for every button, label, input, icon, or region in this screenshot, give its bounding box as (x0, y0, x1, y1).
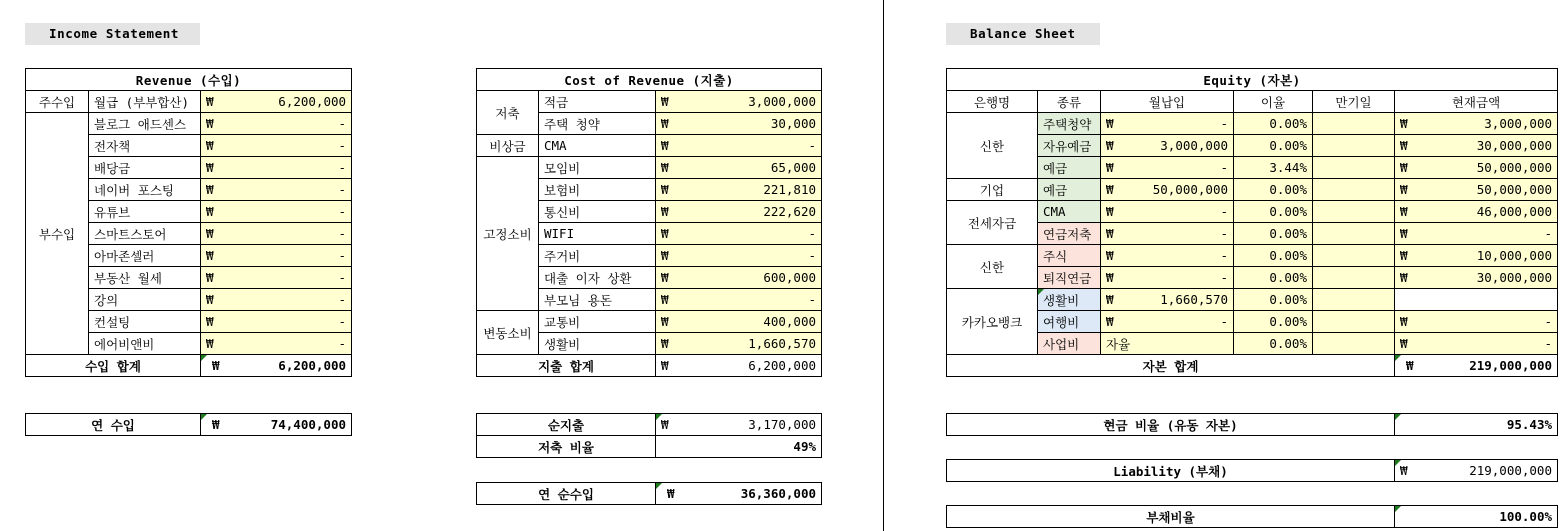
cost-group-label: 변동소비 (477, 311, 539, 355)
won-sign: ₩ (1400, 204, 1408, 219)
won-sign: ₩ (661, 138, 669, 153)
monthly-payment[interactable]: 자율 (1101, 333, 1234, 355)
cost-item: CMA (539, 135, 656, 157)
sub-income-item: 에어비앤비 (89, 333, 201, 355)
sub-income-amount-value: - (338, 138, 347, 153)
current-amount-value: 50,000,000 (1476, 160, 1553, 175)
monthly-payment-value: - (1220, 226, 1228, 241)
maturity-date[interactable] (1313, 179, 1395, 201)
cost-amount[interactable] (656, 223, 822, 245)
sub-income-amount-value: - (338, 160, 347, 175)
monthly-payment[interactable] (1101, 311, 1234, 333)
cost-item: 모임비 (539, 157, 656, 179)
annual-net-income-table (476, 482, 822, 505)
monthly-payment[interactable] (1101, 157, 1234, 179)
cost-total-cell[interactable] (656, 355, 822, 377)
won-sign: ₩ (661, 314, 669, 329)
maturity-date[interactable] (1313, 135, 1395, 157)
current-amount[interactable] (1395, 113, 1558, 135)
won-sign: ₩ (206, 160, 214, 175)
interest-rate[interactable]: 0.00% (1234, 289, 1313, 311)
current-amount-value: - (1544, 336, 1553, 351)
sub-income-amount[interactable] (201, 333, 352, 355)
current-amount[interactable] (1395, 223, 1558, 245)
sub-income-amount[interactable] (201, 157, 352, 179)
cost-amount[interactable] (656, 179, 822, 201)
cost-total-label: 지출 합계 (477, 355, 656, 377)
current-amount[interactable] (1395, 201, 1558, 223)
equity-row (947, 311, 1558, 333)
sub-income-item: 부동산 월세 (89, 267, 201, 289)
maturity-date[interactable] (1313, 157, 1395, 179)
cost-amount[interactable] (656, 91, 822, 113)
won-sign: ₩ (1106, 270, 1114, 285)
account-type[interactable]: CMA (1038, 201, 1101, 223)
sub-income-amount-value: - (338, 292, 347, 307)
cash-ratio-value[interactable]: 95.43% (1395, 414, 1558, 436)
cost-group-label: 저축 (477, 91, 539, 135)
cost-amount[interactable] (656, 333, 822, 355)
won-sign: ₩ (206, 138, 214, 153)
monthly-payment[interactable] (1101, 113, 1234, 135)
col-bank: 은행명 (947, 91, 1038, 113)
interest-rate[interactable]: 0.00% (1234, 113, 1313, 135)
main-income-value: 6,200,000 (278, 94, 347, 109)
won-sign: ₩ (1400, 463, 1408, 478)
sub-income-amount[interactable] (201, 179, 352, 201)
won-sign: ₩ (1400, 138, 1408, 153)
monthly-payment[interactable] (1101, 289, 1234, 311)
revenue-header: Revenue (수입) (26, 69, 352, 91)
current-amount[interactable] (1395, 267, 1558, 289)
won-sign: ₩ (1106, 182, 1114, 197)
sub-income-amount[interactable] (201, 135, 352, 157)
current-amount[interactable] (1395, 245, 1558, 267)
monthly-payment[interactable] (1101, 201, 1234, 223)
equity-column-headers (947, 91, 1558, 113)
annual-income-value: 74,400,000 (270, 417, 346, 432)
cost-amount-value: 400,000 (763, 314, 817, 329)
annual-net-income-label: 연 순수입 (477, 483, 656, 505)
cash-ratio-table (946, 413, 1558, 436)
account-type[interactable]: 예금 (1038, 179, 1101, 201)
equity-row (947, 333, 1558, 355)
cost-of-revenue-table (476, 68, 822, 377)
equity-row (947, 135, 1558, 157)
won-sign: ₩ (1400, 226, 1408, 241)
cost-amount[interactable] (656, 201, 822, 223)
cost-amount[interactable] (656, 311, 822, 333)
revenue-total-label: 수입 합계 (26, 355, 201, 377)
savings-rate-value[interactable]: 49% (656, 436, 822, 458)
net-expense-label: 순지출 (477, 414, 656, 436)
maturity-date[interactable] (1313, 223, 1395, 245)
current-amount[interactable] (1395, 333, 1558, 355)
cost-amount[interactable] (656, 289, 822, 311)
won-sign: ₩ (206, 226, 214, 241)
cost-total-value: 6,200,000 (748, 358, 817, 373)
account-type[interactable]: 퇴직연금 (1038, 267, 1101, 289)
sub-income-item: 블로그 애드센스 (89, 113, 201, 135)
bank-name: 전세자금 (947, 201, 1038, 245)
won-sign: ₩ (206, 336, 214, 351)
cost-group-label: 비상금 (477, 135, 539, 157)
won-sign: ₩ (661, 94, 669, 109)
cost-item: 적금 (539, 91, 656, 113)
won-sign: ₩ (661, 336, 669, 351)
cost-item: 대출 이자 상환 (539, 267, 656, 289)
equity-row (947, 113, 1558, 135)
equity-row (947, 223, 1558, 245)
cost-item: 보험비 (539, 179, 656, 201)
cost-amount[interactable] (656, 267, 822, 289)
current-amount-value: 46,000,000 (1476, 204, 1553, 219)
won-sign: ₩ (661, 417, 669, 432)
monthly-payment-value: 1,660,570 (1160, 292, 1228, 307)
won-sign: ₩ (206, 270, 214, 285)
won-sign: ₩ (661, 270, 669, 285)
monthly-payment-value: - (1220, 314, 1228, 329)
revenue-total-cell[interactable] (201, 355, 352, 377)
col-rate: 이율 (1234, 91, 1313, 113)
net-expense-table (476, 413, 822, 458)
won-sign: ₩ (1106, 314, 1114, 329)
won-sign: ₩ (1400, 116, 1408, 131)
account-type[interactable]: 사업비 (1038, 333, 1101, 355)
cost-amount[interactable] (656, 157, 822, 179)
net-expense-cell[interactable] (656, 414, 822, 436)
debt-ratio-label: 부채비율 (947, 506, 1395, 528)
revenue-total-value: 6,200,000 (278, 358, 347, 373)
sub-income-item: 강의 (89, 289, 201, 311)
liability-label: Liability (부채) (947, 460, 1395, 482)
equity-row (947, 289, 1558, 311)
won-sign: ₩ (1400, 314, 1408, 329)
cost-group-label: 고정소비 (477, 157, 539, 311)
sub-income-amount[interactable] (201, 223, 352, 245)
annual-income-table (25, 413, 352, 436)
sub-income-amount[interactable] (201, 201, 352, 223)
won-sign: ₩ (1400, 160, 1408, 175)
cost-amount-value: - (808, 248, 817, 263)
cost-item: 주택 청약 (539, 113, 656, 135)
won-sign: ₩ (1106, 248, 1114, 263)
sub-income-amount-value: - (338, 116, 347, 131)
won-sign: ₩ (661, 226, 669, 241)
won-sign: ₩ (1106, 116, 1114, 131)
cost-amount-value: 222,620 (763, 204, 817, 219)
maturity-date[interactable] (1313, 113, 1395, 135)
won-sign: ₩ (661, 248, 669, 263)
cost-amount-value: 65,000 (770, 160, 817, 175)
monthly-payment-value: - (1220, 270, 1228, 285)
interest-rate[interactable]: 0.00% (1234, 311, 1313, 333)
cost-item: WIFI (539, 223, 656, 245)
interest-rate[interactable]: 0.00% (1234, 179, 1313, 201)
equity-total-cell[interactable] (1395, 355, 1558, 377)
won-sign: ₩ (661, 182, 669, 197)
won-sign: ₩ (206, 314, 214, 329)
cost-row (477, 157, 822, 179)
main-income-item: 월급 (부부합산) (89, 91, 201, 113)
sub-income-item: 아마존셀러 (89, 245, 201, 267)
current-amount-value: 3,000,000 (1484, 116, 1553, 131)
balance-sheet-title: Balance Sheet (946, 23, 1100, 45)
cost-header: Cost of Revenue (지출) (477, 69, 822, 91)
account-type[interactable]: 예금 (1038, 157, 1101, 179)
won-sign: ₩ (206, 182, 214, 197)
monthly-payment[interactable] (1101, 267, 1234, 289)
cost-amount[interactable] (656, 113, 822, 135)
cost-amount[interactable] (656, 135, 822, 157)
sub-income-amount[interactable] (201, 289, 352, 311)
equity-table (946, 68, 1558, 377)
cost-row (477, 135, 822, 157)
sub-income-item: 스마트스토어 (89, 223, 201, 245)
won-sign: ₩ (1400, 248, 1408, 263)
cost-amount-value: - (808, 292, 817, 307)
equity-row (947, 267, 1558, 289)
cost-row (477, 91, 822, 113)
revenue-total-row (26, 355, 352, 377)
current-amount-value: 50,000,000 (1476, 182, 1553, 197)
maturity-date[interactable] (1313, 201, 1395, 223)
account-type[interactable]: 주식 (1038, 245, 1101, 267)
won-sign: ₩ (661, 204, 669, 219)
won-sign: ₩ (1406, 358, 1414, 373)
account-type[interactable]: 자유예금 (1038, 135, 1101, 157)
cost-amount-value: - (808, 226, 817, 241)
sub-income-amount[interactable] (201, 267, 352, 289)
equity-row (947, 157, 1558, 179)
annual-income-label: 연 수입 (26, 414, 201, 436)
won-sign: ₩ (1106, 226, 1114, 241)
sub-income-amount-value: - (338, 336, 347, 351)
savings-rate-label: 저축 비율 (477, 436, 656, 458)
equity-header: Equity (자본) (947, 69, 1558, 91)
won-sign: ₩ (206, 116, 214, 131)
main-income-label: 주수입 (26, 91, 89, 113)
won-sign: ₩ (212, 358, 220, 373)
cash-ratio-label: 현금 비율 (유동 자본) (947, 414, 1395, 436)
sub-income-row (26, 113, 352, 135)
won-sign: ₩ (1400, 270, 1408, 285)
interest-rate[interactable]: 0.00% (1234, 135, 1313, 157)
sub-income-amount[interactable] (201, 245, 352, 267)
monthly-payment[interactable] (1101, 179, 1234, 201)
sub-income-amount-value: - (338, 204, 347, 219)
won-sign: ₩ (661, 292, 669, 307)
current-amount[interactable] (1395, 179, 1558, 201)
col-current: 현재금액 (1395, 91, 1558, 113)
won-sign: ₩ (206, 94, 214, 109)
current-amount-value: - (1544, 314, 1553, 329)
sub-income-amount-value: - (338, 314, 347, 329)
liability-cell[interactable] (1395, 460, 1558, 482)
sub-income-amount-value: - (338, 270, 347, 285)
monthly-payment[interactable] (1101, 135, 1234, 157)
sub-income-item: 컨설팅 (89, 311, 201, 333)
cost-total-row (477, 355, 822, 377)
cost-amount-value: 30,000 (770, 116, 817, 131)
interest-rate[interactable]: 0.00% (1234, 333, 1313, 355)
account-type[interactable]: 주택청약 (1038, 113, 1101, 135)
cost-amount-value: - (808, 138, 817, 153)
cost-item: 통신비 (539, 201, 656, 223)
col-maturity: 만기일 (1313, 91, 1395, 113)
interest-rate[interactable]: 0.00% (1234, 267, 1313, 289)
sub-income-amount-value: - (338, 226, 347, 241)
sub-income-amount[interactable] (201, 311, 352, 333)
monthly-payment-value: 50,000,000 (1152, 182, 1228, 197)
maturity-date[interactable] (1313, 289, 1395, 311)
cost-amount[interactable] (656, 245, 822, 267)
cost-row (477, 311, 822, 333)
main-income-row (26, 91, 352, 113)
sub-income-item: 유튜브 (89, 201, 201, 223)
maturity-date[interactable] (1313, 245, 1395, 267)
account-type[interactable]: 생활비 (1038, 289, 1101, 311)
sub-income-amount-value: - (338, 248, 347, 263)
main-income-value-cell[interactable] (201, 91, 352, 113)
won-sign: ₩ (661, 116, 669, 131)
liability-table (946, 459, 1558, 482)
interest-rate[interactable]: 3.44% (1234, 157, 1313, 179)
current-amount[interactable] (1395, 135, 1558, 157)
annual-income-cell[interactable] (201, 414, 352, 436)
cost-amount-value: 1,660,570 (748, 336, 817, 351)
equity-total-label: 자본 합계 (947, 355, 1395, 377)
monthly-payment-value: - (1220, 116, 1228, 131)
revenue-table (25, 68, 352, 377)
current-amount-value: 10,000,000 (1476, 248, 1553, 263)
equity-row (947, 201, 1558, 223)
monthly-payment-value: - (1220, 248, 1228, 263)
bank-name: 신한 (947, 113, 1038, 179)
sub-income-amount[interactable] (201, 113, 352, 135)
bank-name: 기업 (947, 179, 1038, 201)
liability-value: 219,000,000 (1469, 463, 1552, 478)
interest-rate[interactable]: 0.00% (1234, 223, 1313, 245)
current-amount-value: - (1544, 226, 1553, 241)
cost-item: 교통비 (539, 311, 656, 333)
income-statement-title: Income Statement (25, 23, 200, 45)
sub-income-item: 네이버 포스팅 (89, 179, 201, 201)
won-sign: ₩ (1106, 138, 1114, 153)
interest-rate[interactable]: 0.00% (1234, 245, 1313, 267)
bank-name: 신한 (947, 245, 1038, 289)
net-expense-value: 3,170,000 (748, 417, 816, 432)
equity-total-value: 219,000,000 (1469, 358, 1553, 373)
won-sign: ₩ (661, 160, 669, 175)
cost-amount-value: 3,000,000 (748, 94, 817, 109)
equity-row (947, 179, 1558, 201)
won-sign: ₩ (661, 358, 669, 373)
equity-total-row (947, 355, 1558, 377)
won-sign: ₩ (206, 204, 214, 219)
won-sign: ₩ (1106, 292, 1114, 307)
sub-income-item: 전자책 (89, 135, 201, 157)
equity-row (947, 245, 1558, 267)
won-sign: ₩ (206, 292, 214, 307)
maturity-date[interactable] (1313, 311, 1395, 333)
won-sign: ₩ (1400, 336, 1408, 351)
monthly-payment[interactable] (1101, 245, 1234, 267)
section-divider (883, 0, 884, 531)
sub-income-label: 부수입 (26, 113, 89, 355)
cost-amount-value: 221,810 (763, 182, 817, 197)
monthly-payment[interactable] (1101, 223, 1234, 245)
debt-ratio-value[interactable]: 100.00% (1395, 506, 1558, 528)
cost-item: 주거비 (539, 245, 656, 267)
maturity-date[interactable] (1313, 333, 1395, 355)
current-amount-value: 30,000,000 (1476, 138, 1553, 153)
annual-net-income-cell[interactable] (656, 483, 822, 505)
bank-name: 카카오뱅크 (947, 289, 1038, 355)
maturity-date[interactable] (1313, 267, 1395, 289)
monthly-payment-value: - (1220, 204, 1228, 219)
current-amount[interactable] (1395, 289, 1558, 311)
monthly-payment-value: - (1220, 160, 1228, 175)
won-sign: ₩ (1400, 182, 1408, 197)
cost-item: 생활비 (539, 333, 656, 355)
won-sign: ₩ (1106, 204, 1114, 219)
won-sign: ₩ (206, 248, 214, 263)
annual-net-income-value: 36,360,000 (740, 486, 816, 501)
won-sign: ₩ (212, 417, 220, 432)
won-sign: ₩ (1106, 160, 1114, 175)
debt-ratio-table (946, 505, 1558, 528)
current-amount[interactable] (1395, 157, 1558, 179)
monthly-payment-value: 3,000,000 (1160, 138, 1228, 153)
account-type[interactable]: 연금저축 (1038, 223, 1101, 245)
interest-rate[interactable]: 0.00% (1234, 201, 1313, 223)
current-amount[interactable] (1395, 311, 1558, 333)
col-type: 종류 (1038, 91, 1101, 113)
sub-income-amount-value: - (338, 182, 347, 197)
sub-income-item: 배당금 (89, 157, 201, 179)
col-monthly: 월납입 (1101, 91, 1234, 113)
current-amount-value: 30,000,000 (1476, 270, 1553, 285)
cost-amount-value: 600,000 (763, 270, 817, 285)
account-type[interactable]: 여행비 (1038, 311, 1101, 333)
won-sign: ₩ (667, 486, 675, 501)
cost-item: 부모님 용돈 (539, 289, 656, 311)
